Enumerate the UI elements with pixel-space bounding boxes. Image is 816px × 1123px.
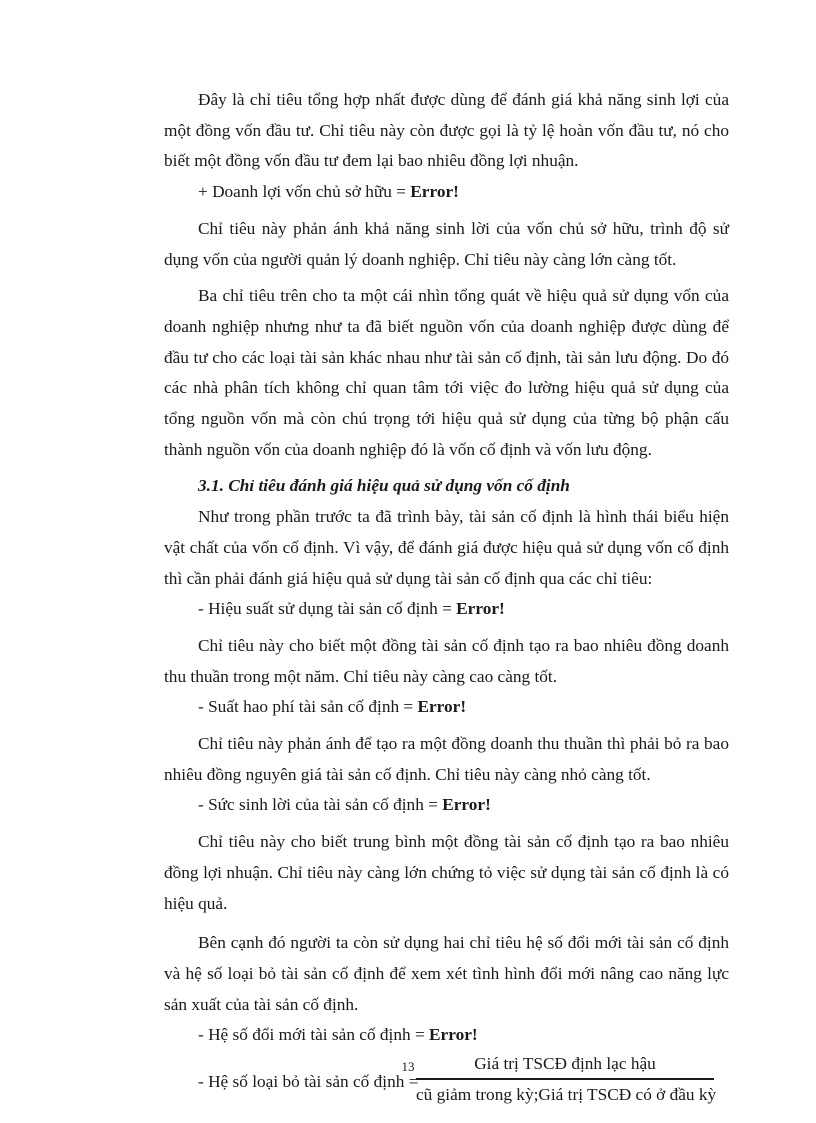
- paragraph-fixed-asset-intro: Như trong phần trước ta đã trình bày, tài sản cố định là hình thái biểu hiện vật chất của vốn cố định. Vì vậy, để đánh giá được hiệu quả sử dụng vốn cố định thì cần phải đánh giá hiệu quả sử dụng tài sản cố định qua các chỉ tiêu:: [164, 507, 729, 588]
- section-heading-3-1: 3.1. Chỉ tiêu đánh giá hiệu quả sử dụng vốn cố định: [198, 476, 570, 496]
- formula-asset-profitability-error: Error!: [442, 795, 491, 815]
- paragraph-overview: Ba chỉ tiêu trên cho ta một cái nhìn tổng quát về hiệu quả sử dụng vốn của doanh nghiệp nhưng như ta đã biết nguồn vốn của doanh nghiệp được dùng để đầu tư cho các loại tài sản khác nhau như tài sản cố định, tài sản lưu động. Do đó các nhà phân tích không chỉ quan tâm tới việc đo lường hiệu quả sử dụng của tổng nguồn vốn mà còn chú trọng tới hiệu quả sử dụng của từng bộ phận cấu thành nguồn vốn của doanh nghiệp đó là vốn cố định và vốn lưu động.: [164, 286, 729, 459]
- page-body: [164, 85, 729, 1111]
- formula-roe-label: + Doanh lợi vốn chủ sở hữu =: [198, 182, 411, 202]
- paragraph-asset-efficiency-description: Chỉ tiêu này cho biết một đồng tài sản cố định tạo ra bao nhiêu đồng doanh thu thuần trong một năm. Chỉ tiêu này càng cao càng tốt.: [164, 635, 729, 686]
- formula-asset-efficiency-label: - Hiệu suất sử dụng tài sản cố định =: [198, 599, 457, 619]
- paragraph-renewal-intro: Bên cạnh đó người ta còn sử dụng hai chỉ tiêu hệ số đổi mới tài sản cố định và hệ số loại bỏ tài sản cố định để xem xét tình hình đổi mới nâng cao năng lực sản xuất của tài sản cố định.: [164, 933, 729, 1014]
- formula-renewal-ratio: [164, 1020, 729, 1051]
- paragraph-roe-description: Chỉ tiêu này phản ánh khả năng sinh lời của vốn chủ sở hữu, trình độ sử dụng vốn của người quản lý doanh nghiệp. Chỉ tiêu này càng lớn càng tốt.: [164, 218, 729, 269]
- formula-asset-cost-rate-error: Error!: [417, 697, 467, 717]
- paragraph-asset-profitability-description: Chỉ tiêu này cho biết trung bình một đồng tài sản cố định tạo ra bao nhiêu đồng lợi nhuận. Chỉ tiêu này càng lớn chứng tỏ việc sử dụng tài sản cố định là có hiệu quả.: [164, 832, 729, 913]
- formula-roe-error: Error!: [410, 182, 459, 202]
- paragraph-roi-description: Đây là chỉ tiêu tổng hợp nhất được dùng để đánh giá khả năng sinh lợi của một đồng vốn đầu tư. Chỉ tiêu này còn được gọi là tỷ lệ hoàn vốn đầu tư, nó cho biết một đồng vốn đầu tư đem lại bao nhiêu đồng lợi nhuận.: [164, 90, 729, 171]
- formula-renewal-ratio-error: Error!: [429, 1025, 478, 1045]
- formula-disposal-ratio-label: - Hệ số loại bỏ tài sản cố định =: [198, 1072, 419, 1092]
- formula-asset-efficiency: [164, 594, 729, 625]
- formula-asset-cost-rate: [164, 692, 729, 723]
- formula-renewal-ratio-label: - Hệ số đổi mới tài sản cố định =: [198, 1025, 430, 1045]
- paragraph-asset-cost-rate-description: Chỉ tiêu này phản ánh để tạo ra một đồng doanh thu thuần thì phải bỏ ra bao nhiêu đồng nguyên giá tài sản cố định. Chỉ tiêu này càng nhỏ càng tốt.: [164, 734, 729, 784]
- formula-asset-efficiency-error: Error!: [456, 599, 505, 619]
- fraction-numerator: Giá trị TSCĐ định lạc hậu: [416, 1051, 714, 1080]
- page-number: 13: [401, 1059, 415, 1074]
- formula-roe: [164, 177, 729, 208]
- formula-asset-profitability: [164, 790, 729, 821]
- formula-asset-cost-rate-label: - Suất hao phí tài sản cố định =: [198, 697, 418, 717]
- formula-asset-profitability-label: - Sức sinh lời của tài sản cố định =: [198, 795, 443, 815]
- fraction-denominator: cũ giảm trong kỳ;Giá trị TSCĐ có ở đầu kỳ: [416, 1085, 717, 1105]
